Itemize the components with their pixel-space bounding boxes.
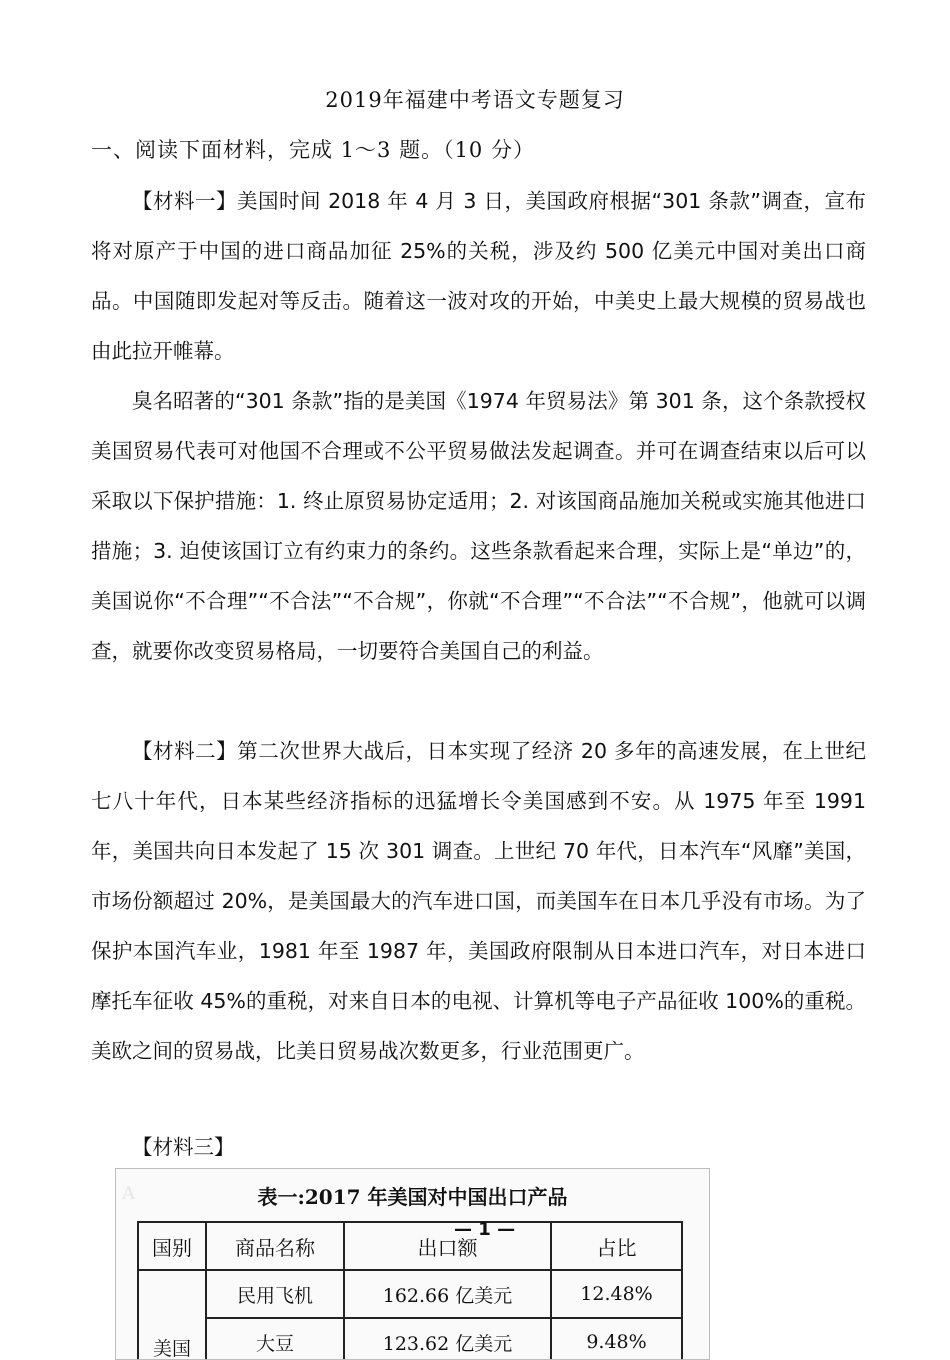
export-table xyxy=(137,1221,683,1360)
page-number-value: 1 xyxy=(478,1219,491,1240)
table-row xyxy=(138,1318,682,1360)
export-value-cell: 162.66 亿美元 xyxy=(344,1270,551,1318)
material-one-paragraph: 【材料一】美国时间 2018 年 4 月 3 日，美国政府根据“301 条款”调查，宣布将对原产于中国的进口商品加征 25%的关税，涉及约 500 亿美元中国对美出口商品。中国随即发起对等反击。随着这一波对攻的开始，中美史上最大规模的贸易战也由此拉开帷幕。 xyxy=(91,189,866,363)
header-export-value: 出口额 xyxy=(344,1222,551,1270)
product-cell: 民用飞机 xyxy=(206,1270,344,1318)
header-product: 商品名称 xyxy=(206,1222,344,1270)
header-share: 占比 xyxy=(551,1222,682,1270)
material-two-paragraph: 【材料二】第二次世界大战后，日本实现了经济 20 多年的高速发展，在上世纪七八十年代，日本某些经济指标的迅猛增长令美国感到不安。从 1975 年至 1991 年，美国共向日本发起了 15 次 301 调查。上世纪 70 年代，日本汽车“风靡”美国，市场份额超过 20%，是美国最大的汽车进口国，而美国车在日本几乎没有市场。为了保护本国汽车业，1981 年至 1987 年，美国政府限制从日本进口汽车，对日本进口摩托车征收 45%的重税，对来自日本的电视、计算机等电子产品征收 100%的重税。美欧之间的贸易战，比美日贸易战次数更多，行业范围更广。 xyxy=(91,739,866,1063)
header-country: 国别 xyxy=(138,1222,206,1270)
export-value-cell: 123.62 亿美元 xyxy=(344,1318,551,1360)
article-301-paragraph: 臭名昭著的“301 条款”指的是美国《1974 年贸易法》第 301 条，这个条款授权美国贸易代表可对他国不合理或不公平贸易做法发起调查。并可在调查结束以后可以采取以下保护措施：1. 终止原贸易协定适用；2. 对该国商品施加关税或实施其他进口措施；3. 迫使该国订立有约束力的条约。这些条款看起来合理，实际上是“单边”的，美国说你“不合理”“不合法”“不合规”，你就“不合理”“不合法”“不合规”，他就可以调查，就要你改变贸易格局，一切要符合美国自己的利益。 xyxy=(91,389,866,663)
question-heading: 一、阅读下面材料，完成 1～3 题。（10 分） xyxy=(91,138,535,162)
share-cell: 9.48% xyxy=(551,1318,682,1360)
table-caption: 表一:2017 年美国对中国出口产品 xyxy=(257,1185,568,1209)
material-three-label: 【材料三】 xyxy=(132,1135,235,1159)
document-title: 2019年福建中考语文专题复习 xyxy=(325,88,625,112)
table-row xyxy=(138,1270,682,1318)
watermark-glyph: A xyxy=(122,1183,135,1204)
page-number: — 1 — xyxy=(454,1219,516,1240)
product-cell: 大豆 xyxy=(206,1318,344,1360)
share-cell: 12.48% xyxy=(551,1270,682,1318)
country-cell: 美国 xyxy=(138,1270,206,1360)
table-header-row xyxy=(138,1222,682,1270)
export-table-figure xyxy=(115,1168,710,1360)
